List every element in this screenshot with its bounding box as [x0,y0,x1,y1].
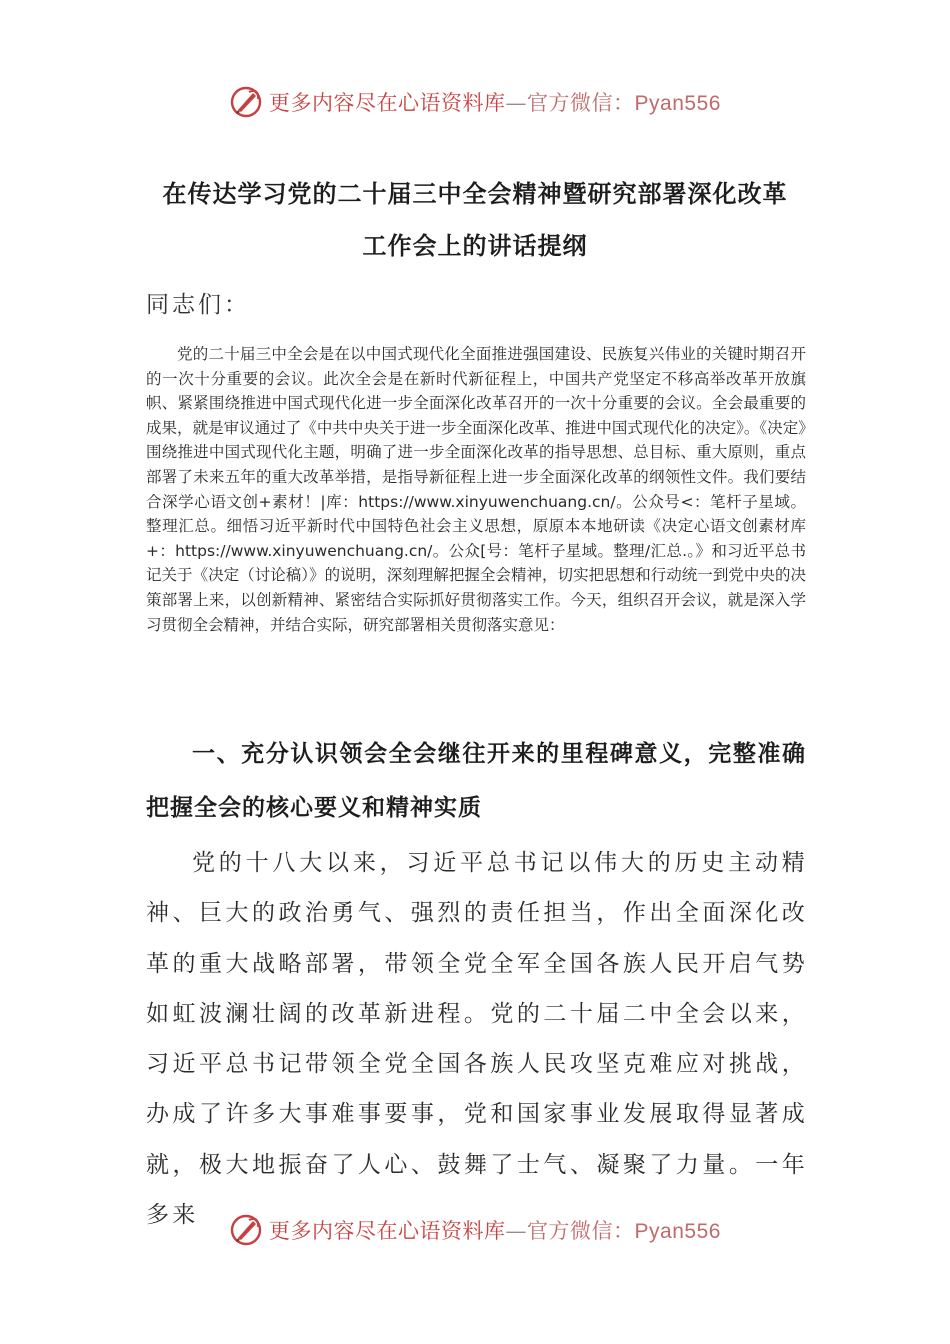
quill-pen-logo-icon [229,85,263,119]
document-title-line-2: 工作会上的讲话提纲 [362,232,588,260]
salutation: 同志们： [146,292,250,318]
watermark-separator: — [505,1219,528,1243]
footer-watermark-banner [0,1210,950,1250]
watermark-separator: — [505,91,528,115]
document-title-line-1: 在传达学习党的二十届三中全会精神暨研究部署深化改革 [162,180,788,208]
watermark-brand: 更多内容尽在心语资料库 [269,91,506,115]
watermark-text [269,1215,721,1245]
header-watermark-banner [0,82,950,122]
watermark-wechat: 官方微信：Pyan556 [527,1220,721,1243]
section-heading-1: 一、充分认识领会全会继往开来的里程碑意义，完整准确把握全会的核心要义和精神实质 [146,741,806,821]
intro-paragraph: 党的二十届三中全会是在以中国式现代化全面推进强国建设、民族复兴伟业的关键时期召开的一次十分重要的会议。此次全会是在新时代新征程上，中国共产党坚定不移高举改革开放旗帜、紧紧围绕推进中国式现代化进一步全面深化改革召开的一次十分重要的会议。全会最重要的成果，就是审议通过了《中共中央关于进一步全面深化改革、推进中国式现代化的决定》。《决定》围绕推进中国式现代化主题，明确了进一步全面深化改革的指导思想、总目标、重大原则，重点部署了未来五年的重大改革举措，是指导新征程上进一步全面深化改革的纲领性文件。我们要结合深学心语文创+素材！|库：https://www.xinyuwenchuang.cn/。公众号<：笔杆子星域。整理汇总。细悟习近平新时代中国特色社会主义思想，原原本本地研读《决定心语文创素材库+：https://www.xinyuwenchuang.cn/。公众[号：笔杆子星域。整理/汇总.。》和习近平总书记关于《决定（讨论稿）》的说明，深刻理解把握全会精神，切实把思想和行动统一到党中央的决策部署上来，以创新精神、紧密结合实际抓好贯彻落实工作。今天，组织召开会议，就是深入学习贯彻全会精神，并结合实际，研究部署相关贯彻落实意见： [146,345,806,634]
watermark-wechat: 官方微信：Pyan556 [527,92,721,115]
quill-pen-logo-icon [229,1213,263,1247]
watermark-text [269,87,721,117]
watermark-brand: 更多内容尽在心语资料库 [269,1219,506,1243]
section-1-paragraph: 党的十八大以来，习近平总书记以伟大的历史主动精神、巨大的政治勇气、强烈的责任担当，作出全面深化改革的重大战略部署，带领全党全军全国各族人民开启气势如虹波澜壮阔的改革新进程。党的二十届二中全会以来，习近平总书记带领全党全国各族人民攻坚克难应对挑战，办成了许多大事难事要事，党和国家事业发展取得显著成就，极大地振奋了人心、鼓舞了士气、凝聚了力量。一年多来 [146,850,808,1229]
